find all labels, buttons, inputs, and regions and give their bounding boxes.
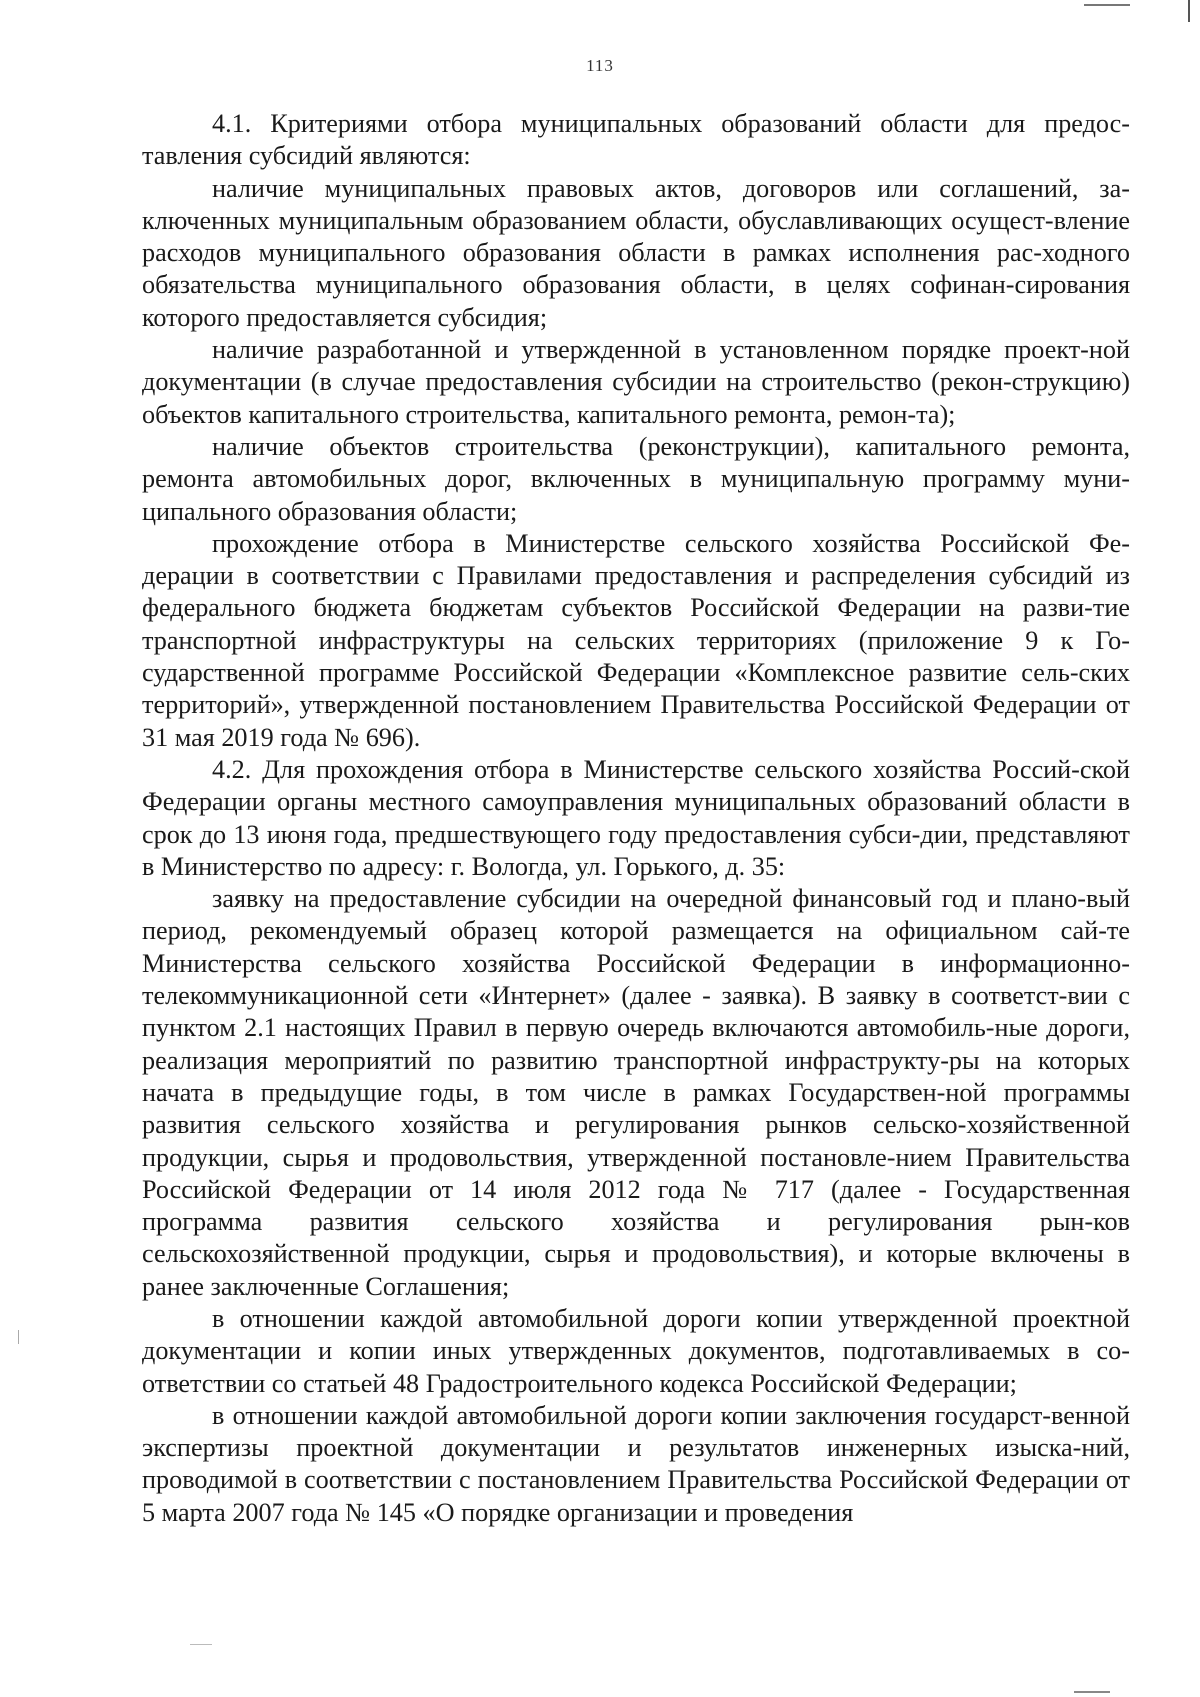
scan-speck — [18, 1330, 19, 1344]
scan-speck — [190, 1644, 212, 1645]
paragraph-project-documentation-copies: в отношении каждой автомобильной дороги копии утвержденной проектной документации и копии иных утвержденных документов, подготавливаемых в со-ответствии со статьей 48 Градостроительного кодекса Российской Федерации; — [142, 1303, 1130, 1398]
paragraph-application: заявку на предоставление субсидии на очередной финансовый год и плано-вый период, рекомендуемый образец которой размещается на официальном сай-те Министерства сельского хозяйства Российской Федерации в информационно-телекоммуникационной сети «Интернет» (далее - заявка). В заявку в соответст-вии с пунктом 2.1 настоящих Правил в первую очередь включаются автомобиль-ные дороги, реализация мероприятий по развитию транспортной инфраструкту-ры на которых начата в предыдущие годы, в том числе в рамках Государствен-ной программы развития сельского хозяйства и регулирования рынков сельско-хозяйственной продукции, сырья и продовольствия, утвержденной постановле-нием Правительства Российской Федерации от 14 июля 2012 года № 717 (далее - Государственная программа развития сельского хозяйства и регулирования рын-ков сельскохозяйственной продукции, сырья и продовольствия), и которые включены в ранее заключенные Соглашения; — [142, 884, 1130, 1301]
paragraph-4-1: 4.1. Критериями отбора муниципальных образований области для предос-тавления субсидий являются: — [142, 109, 1130, 171]
paragraph-state-expertise-copies: в отношении каждой автомобильной дороги копии заключения государст-венной экспертизы проектной документации и результатов инженерных изыска-ний, проводимой в соответствии с постановлением Правительства Российской Федерации от 5 марта 2007 года № 145 «О порядке организации и проведения — [142, 1400, 1130, 1527]
paragraph-criterion-legal-acts: наличие муниципальных правовых актов, договоров или соглашений, за-ключенных муниципальным образованием области, обуславливающих осущест-вление расходов муниципального образования области в рамках исполнения рас-ходного обязательства муниципального образования области, в целях софинан-сирования которого предоставляется субсидия; — [142, 173, 1130, 332]
scan-edge-mark — [1188, 0, 1190, 22]
paragraph-criterion-ministry-selection: прохождение отбора в Министерстве сельского хозяйства Российской Фе-дерации в соответствии с Правилами предоставления и распределения субсидий из федерального бюджета бюджетам субъектов Российской Федерации на разви-тие транспортной инфраструктуры на сельских территориях (приложение 9 к Го-сударственной программе Российской Федерации «Комплексное развитие сель-ских территорий», утвержденной постановлением Правительства Российской Федерации от 31 мая 2019 года № 696). — [142, 528, 1130, 752]
page-number: 113 — [586, 56, 614, 75]
paragraph-criterion-road-objects: наличие объектов строительства (реконструкции), капитального ремонта, ремонта автомобильных дорог, включенных в муниципальную программу муни-ципального образования области; — [142, 431, 1130, 526]
scan-edge-mark — [1074, 1691, 1110, 1693]
paragraph-criterion-project-docs: наличие разработанной и утвержденной в установленном порядке проект-ной документации (в случае предоставления субсидии на строительство (рекон-струкцию) объектов капитального строительства, капитального ремонта, ремон-та); — [142, 335, 1130, 429]
scan-edge-mark — [1084, 4, 1130, 6]
paragraph-4-2: 4.2. Для прохождения отбора в Министерстве сельского хозяйства Россий-ской Федерации органы местного самоуправления муниципальных образований области в срок до 13 июня года, предшествующего году предоставления субси-дии, представляют в Министерство по адресу: г. Вологда, ул. Горького, д. 35: — [142, 754, 1130, 881]
document-body — [142, 108, 1130, 1529]
